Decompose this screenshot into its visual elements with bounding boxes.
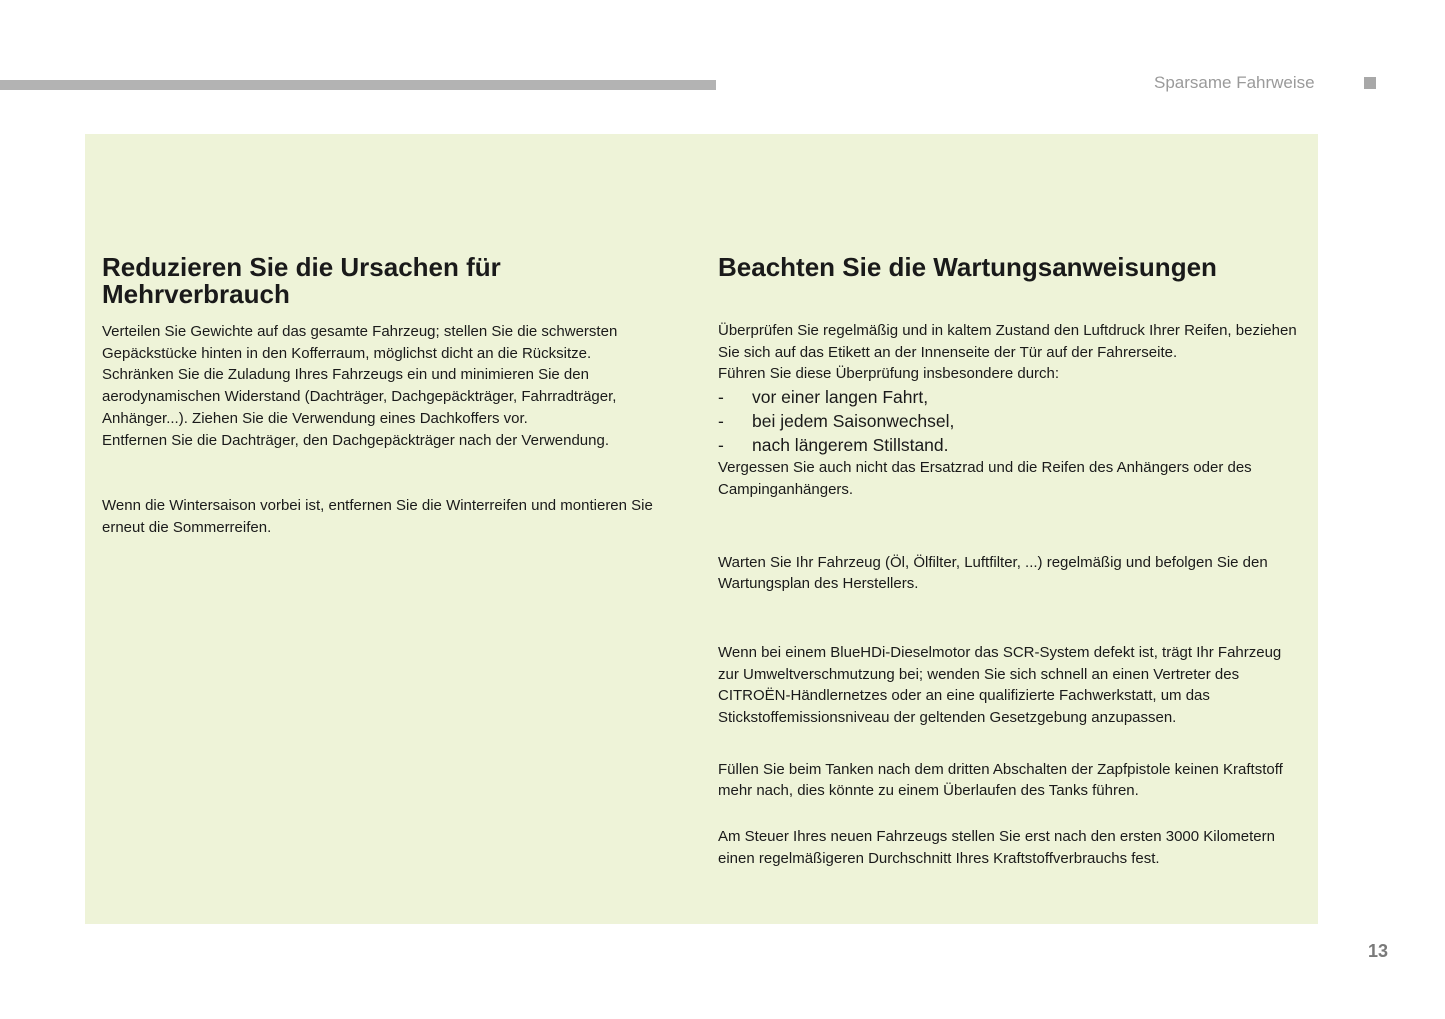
right-paragraph-consumption: Am Steuer Ihres neuen Fahrzeugs stellen Sie erst nach den ersten 3000 Kilometern einen regelmäßigeren Durchschnitt Ihres Kraftstoffverbrauchs fest. (718, 828, 1275, 867)
dash-bullet: - (718, 387, 724, 408)
left-heading: Reduzieren Sie die Ursachen für Mehrverbrauch (102, 252, 501, 309)
list-item (718, 433, 1303, 457)
right-paragraph-service: Warten Sie Ihr Fahrzeug (Öl, Ölfilter, Luftfilter, ...) regelmäßig und befolgen Sie den Wartungsplan des Herstellers. (718, 553, 1268, 593)
list-item-text: nach längerem Stillstand. (752, 435, 949, 456)
left-paragraph-weight: Verteilen Sie Gewichte auf das gesamte Fahrzeug; stellen Sie die schwersten Gepäckstücke hinten in den Kofferraum, möglichst dicht an die Rücksitze. (102, 323, 618, 362)
header-rule (0, 80, 716, 90)
list-item-text: bei jedem Saisonwechsel, (752, 411, 955, 432)
left-paragraph-roof: Entfernen Sie die Dachträger, den Dachgepäckträger nach der Verwendung. (102, 431, 609, 449)
section-marker-square (1364, 77, 1376, 89)
left-column (102, 254, 677, 539)
left-paragraph-tyres: Wenn die Wintersaison vorbei ist, entfernen Sie die Winterreifen und montieren Sie erneut die Sommerreifen. (102, 497, 653, 536)
dash-bullet: - (718, 435, 724, 456)
right-paragraph-scr: Wenn bei einem BlueHDi-Dieselmotor das SCR-System defekt ist, trägt Ihr Fahrzeug zur Umweltverschmutzung bei; wenden Sie sich schnell an einen Vertreter des CITROËN-Händlernetzes oder an eine qualifizierte Fachwerkstatt, um das Stickstoffemissionsniveau der geltenden Gesetzgebung anzupassen. (718, 643, 1282, 727)
right-paragraph-refuel: Füllen Sie beim Tanken nach dem dritten Abschalten der Zapfpistole keinen Kraftstoff mehr nach, dies könnte zu einem Überlaufen des Tanks führen. (718, 760, 1283, 800)
list-item-text: vor einer langen Fahrt, (752, 387, 929, 408)
right-paragraph-pressure: Überprüfen Sie regelmäßig und in kaltem Zustand den Luftdruck Ihrer Reifen, beziehen Sie sich auf das Etikett an der Innenseite der Tür auf der Fahrerseite. (718, 322, 1297, 361)
right-paragraph-spare: Vergessen Sie auch nicht das Ersatzrad und die Reifen des Anhängers oder des Campinganhängers. (718, 459, 1252, 498)
right-column (718, 254, 1303, 870)
right-heading: Beachten Sie die Wartungsanweisungen (718, 252, 1217, 282)
list-item (718, 409, 1303, 433)
right-list-intro: Führen Sie diese Überprüfung insbesondere durch: (718, 365, 1060, 383)
page-number: 13 (1368, 941, 1389, 961)
dash-bullet: - (718, 411, 724, 432)
list-item (718, 385, 1303, 409)
section-title: Sparsame Fahrweise (1154, 73, 1315, 92)
check-occasions-list (718, 385, 1303, 457)
left-paragraph-load: Schränken Sie die Zuladung Ihres Fahrzeugs ein und minimieren Sie den aerodynamischen Widerstand (Dachträger, Dachgepäckträger, Fahrradträger, Anhänger...). Ziehen Sie die Verwendung eines Dachkoffers vor. (102, 366, 617, 427)
